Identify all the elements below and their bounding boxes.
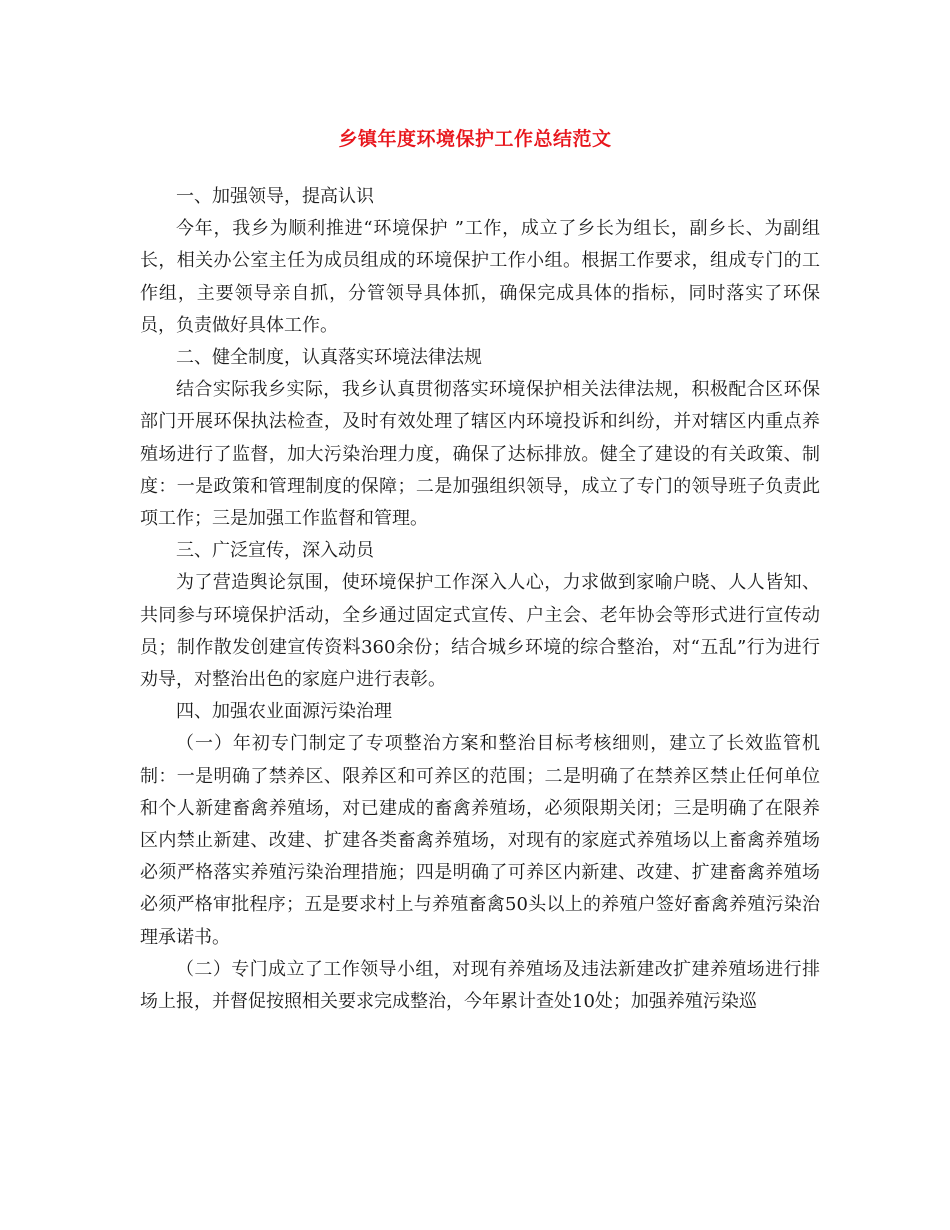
section-heading: 二、健全制度，认真落实环境法律法规: [176, 347, 482, 369]
section-heading: 四、加强农业面源污染治理: [176, 701, 392, 723]
paragraph: 结合实际我乡实际，我乡认真贯彻落实环境保护相关法律法规，积极配合区环保部门开展环保执法检查，及时有效处理了辖区内环境投诉和纠纷，并对辖区内重点养殖场进行了监督，加大污染治理力度，确保了达标排放。健全了建设的有关政策、制度：一是政策和管理制度的保障；二是加强组织领导，成立了专门的领导班子负责此项工作；三是加强工作监督和管理。: [140, 379, 820, 530]
section-heading: 一、加强领导，提高认识: [176, 186, 374, 207]
paragraph: 为了营造舆论氛围，使环境保护工作深入人心，力求做到家喻户晓、人人皆知、共同参与环境保护活动，全乡通过固定式宣传、户主会、老年协会等形式进行宣传动员；制作散发创建宣传资料360余份；结合城乡环境的综合整治，对“五乱”行为进行劝导，对整治出色的家庭户进行表彰。: [140, 572, 820, 691]
document-body: [140, 181, 820, 1018]
paragraph: （二）专门成立了工作领导小组，对现有养殖场及违法新建改扩建养殖场进行排场上报，并督促按照相关要求完成整治，今年累计查处10处；加强养殖污染巡: [140, 958, 820, 1013]
paragraph: 今年，我乡为顺利推进“环境保护 ”工作，成立了乡长为组长，副乡长、为副组长，相关办公室主任为成员组成的环境保护工作小组。根据工作要求，组成专门的工作组，主要领导亲自抓，分管领导具体抓，确保完成具体的指标，同时落实了环保员，负责做好具体工作。: [140, 218, 820, 336]
document-title: 乡镇年度环境保护工作总结范文: [338, 128, 612, 150]
section-heading: 三、广泛宣传，深入动员: [176, 540, 374, 562]
paragraph: （一）年初专门制定了专项整治方案和整治目标考核细则，建立了长效监管机制：一是明确了禁养区、限养区和可养区的范围；二是明确了在禁养区禁止任何单位和个人新建畜禽养殖场，对已建成的畜禽养殖场，必须限期关闭；三是明确了在限养区内禁止新建、改建、扩建各类畜禽养殖场，对现有的家庭式养殖场以上畜禽养殖场必须严格落实养殖污染治理措施；四是明确了可养区内新建、改建、扩建畜禽养殖场必须严格审批程序；五是要求村上与养殖畜禽50头以上的养殖户签好畜禽养殖污染治理承诺书。: [140, 733, 820, 948]
